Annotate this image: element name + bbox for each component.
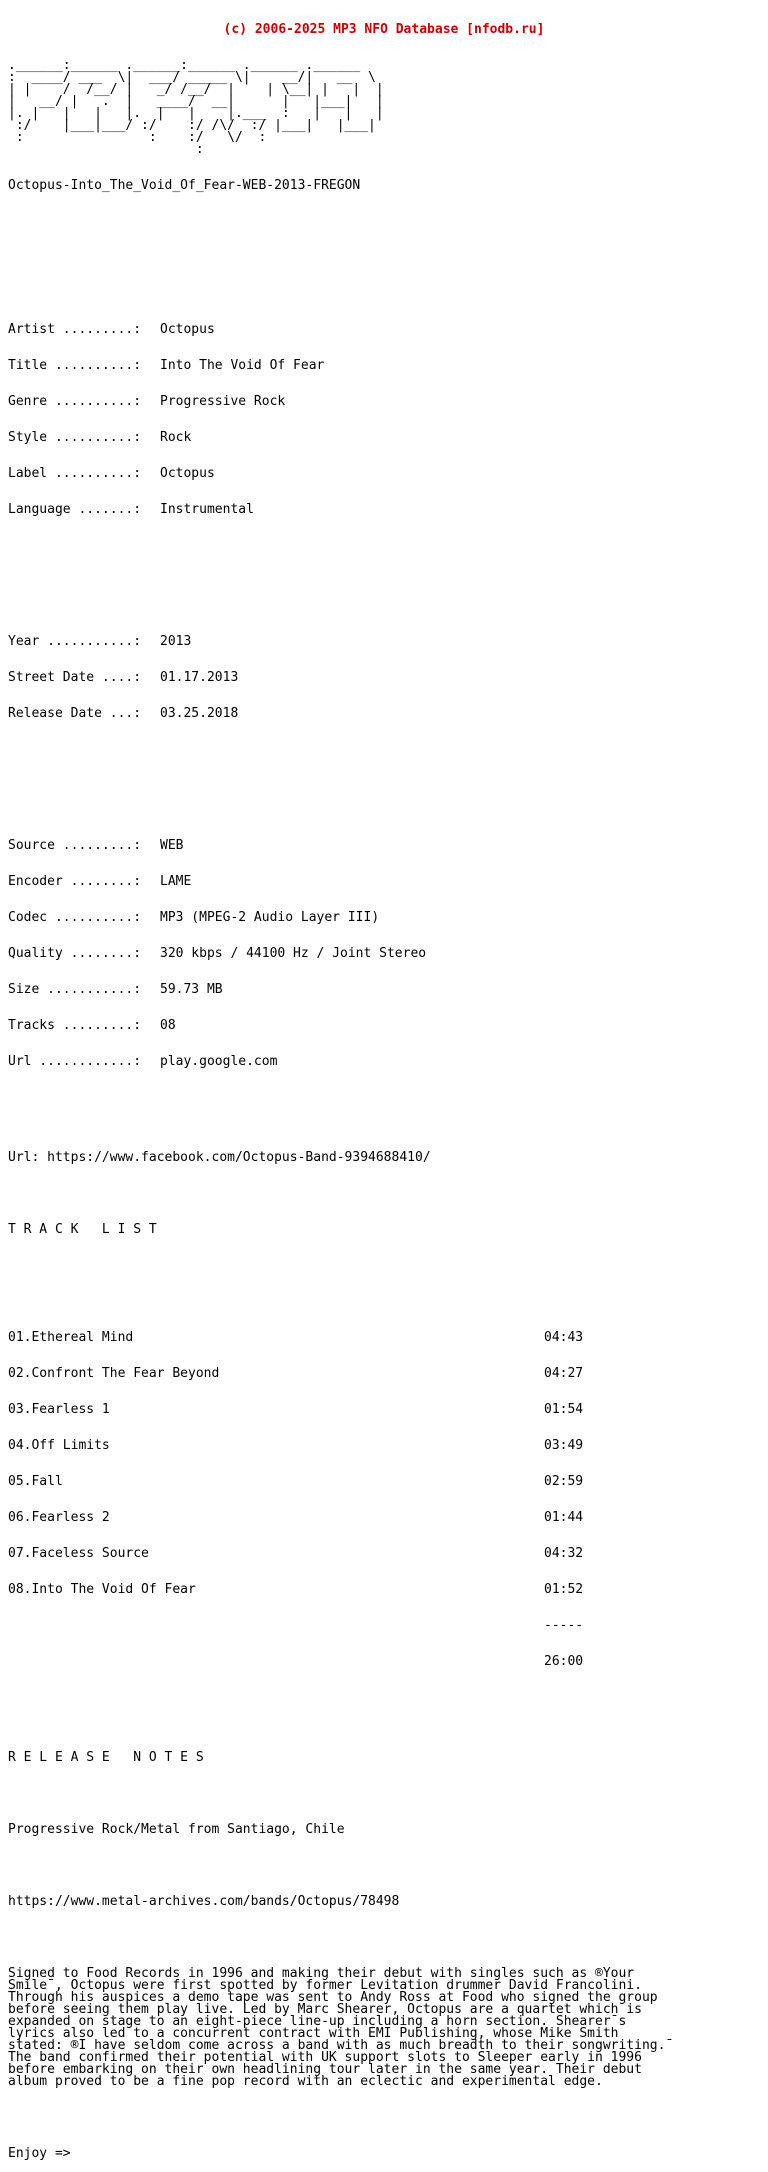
info-row-artist: Artist .........: Octopus — [8, 322, 215, 337]
tech-row-size: Size ...........: 59.73 MB — [8, 982, 223, 997]
release-notes-body: Signed to Food Records in 1996 and making their debut with singles such as ®Your Smile¯, Octopus were first spotted by former Levitation drummer David Francolini. Through his auspices a demo tape was sent to Andy Ross at Food who signed the group before seeing them play live. Led by Marc Shearer, Octopus are a quartet which is expanded on stage to an eight-piece line-up including a horn section. Shearer¯s lyrics also led to a concurrent contract with EMI Publishing, whose Mike Smith stated: ®I have seldom come across a band with as much breadth to their songwriting.¯ The band confirmed their potential with UK support slots to Sleeper early in 1996 before embarking on their own headlining tour later in the same year. Their debut album proved to be a fine pop record with an eclectic and experimental edge. — [8, 1966, 674, 2089]
track-row: 02.Confront The Fear Beyond 04:27 — [8, 1366, 584, 1381]
facebook-url: Url: https://www.facebook.com/Octopus-Band-9394688410/ — [8, 1150, 431, 1165]
tracklist-heading: T R A C K L I S T — [8, 1222, 157, 1237]
nfo-document — [8, 0, 768, 2161]
tech-row-codec: Codec ..........: MP3 (MPEG-2 Audio Layer III) — [8, 910, 380, 925]
track-row: 03.Fearless 1 01:54 — [8, 1402, 584, 1417]
release-notes-heading: R E L E A S E N O T E S — [8, 1750, 204, 1765]
tracklist — [8, 1308, 768, 1692]
track-row: 06.Fearless 2 01:44 — [8, 1510, 584, 1525]
tech-block — [8, 816, 768, 1092]
tech-row-quality: Quality ........: 320 kbps / 44100 Hz / Joint Stereo — [8, 946, 427, 961]
info-row-language: Language .......: Instrumental — [8, 502, 254, 517]
metal-archives-link: https://www.metal-archives.com/bands/Octopus/78498 — [8, 1894, 400, 1909]
info-row-label: Label ..........: Octopus — [8, 466, 215, 481]
tech-row-tracks: Tracks .........: 08 — [8, 1018, 176, 1033]
dates-block — [8, 612, 768, 744]
date-row-year: Year ...........: 2013 — [8, 634, 192, 649]
tech-row-url: Url ............: play.google.com — [8, 1054, 278, 1069]
info-row-style: Style ..........: Rock — [8, 430, 192, 445]
enjoy-line: Enjoy => — [8, 2146, 71, 2161]
track-row: 07.Faceless Source 04:32 — [8, 1546, 584, 1561]
total-separator-row: ----- — [544, 1618, 584, 1633]
tech-row-encoder: Encoder ........: LAME — [8, 874, 192, 889]
info-row-title: Title ..........: Into The Void Of Fear — [8, 358, 325, 373]
site-banner: (c) 2006-2025 MP3 NFO Database [nfodb.ru] — [223, 22, 545, 37]
date-row-release: Release Date ...: 03.25.2018 — [8, 706, 239, 721]
track-row: 04.Off Limits 03:49 — [8, 1438, 584, 1453]
track-row: 08.Into The Void Of Fear 01:52 — [8, 1582, 584, 1597]
ascii-logo: .______:______ .______:______ .______ .______ : ____/ ___ \| ___/ _____ \| __/| __ \ | | / /__/ | _/ /__/ | | \__| | | | | __/ | . | ____/ __| | |___| | |. | | | |. | | |.___ : | | | :/ |___|___/ :/ :/ /\/ :/ |___| |___| : : :/ \/ : : — [8, 58, 384, 157]
track-row: 01.Ethereal Mind 04:43 — [8, 1330, 584, 1345]
track-row: 05.Fall 02:59 — [8, 1474, 584, 1489]
info-row-genre: Genre ..........: Progressive Rock — [8, 394, 286, 409]
notes-subtitle: Progressive Rock/Metal from Santiago, Chile — [8, 1822, 345, 1837]
total-duration-row: 26:00 — [544, 1654, 584, 1669]
release-name: Octopus-Into_The_Void_Of_Fear-WEB-2013-FREGON — [8, 178, 361, 193]
tech-row-source: Source .........: WEB — [8, 838, 184, 853]
date-row-street: Street Date ....: 01.17.2013 — [8, 670, 239, 685]
info-block — [8, 300, 768, 540]
